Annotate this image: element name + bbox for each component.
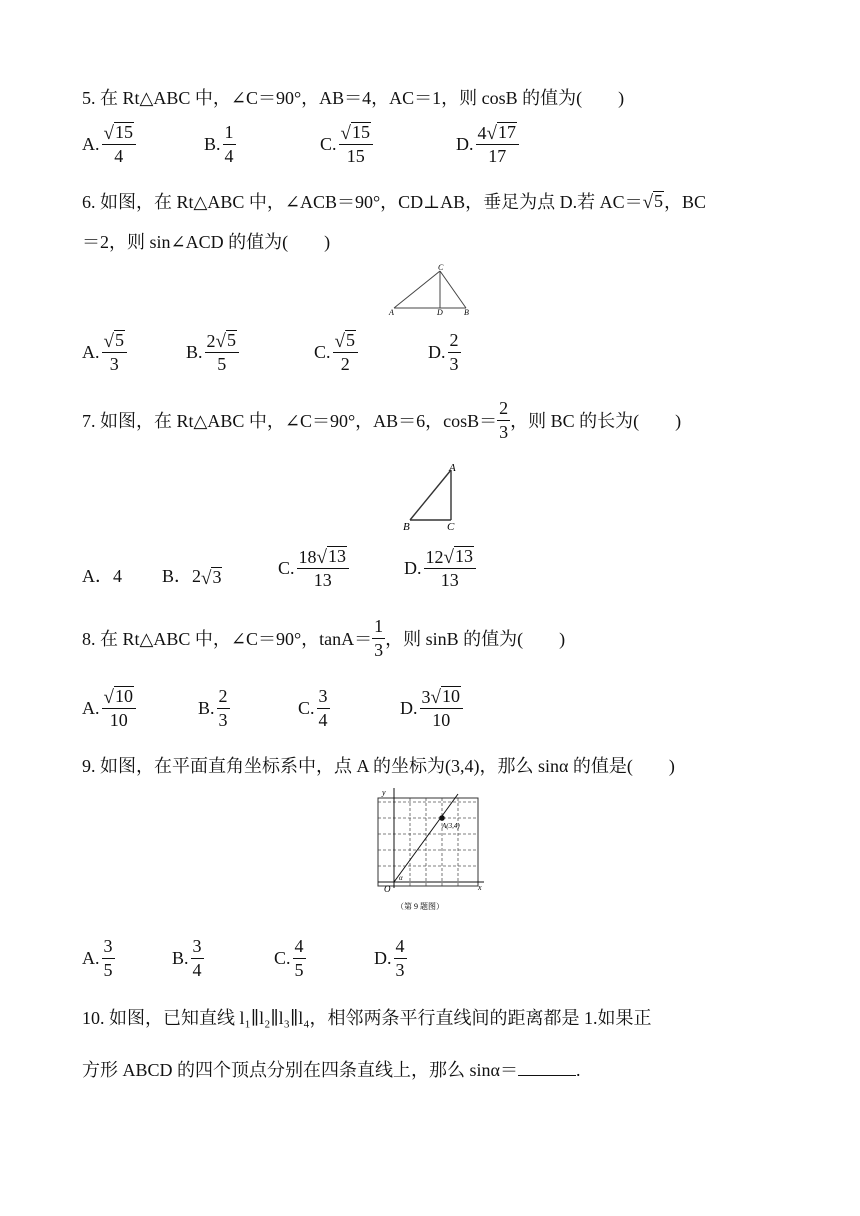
q8-option-a-fraction	[102, 686, 136, 731]
q5-option-b-fraction	[223, 122, 236, 166]
q5-option-c-label: C.	[320, 134, 337, 155]
q5-option-b-label: B.	[204, 133, 221, 154]
q6-option-a-fraction	[102, 330, 127, 375]
q7-option-c[interactable]	[278, 546, 349, 591]
q8-option-c-numerator: 3	[317, 686, 330, 709]
q6-option-a-label: A.	[82, 342, 100, 363]
q8-option-c-denominator: 4	[318, 709, 328, 730]
q9-option-c-label: C.	[274, 947, 291, 968]
q10-line2	[82, 1056, 580, 1082]
q10-line2-end: .	[575, 1060, 581, 1080]
q6-option-b[interactable]	[186, 330, 239, 375]
q8-stem	[82, 616, 565, 660]
q8-option-b[interactable]	[198, 686, 230, 730]
q8-option-a-numerator: √ 10	[102, 686, 136, 709]
q5-option-c-fraction	[339, 122, 373, 167]
q6-triangle-figure	[388, 262, 474, 318]
q5-option-a-numerator: √ 15	[102, 122, 136, 145]
q5-option-c-denominator: 15	[346, 146, 365, 167]
q9-option-b-numerator: 3	[191, 936, 204, 959]
q6-option-c-label: C.	[314, 342, 331, 363]
q9-option-d-fraction	[394, 936, 407, 980]
q6-option-d[interactable]	[428, 330, 461, 374]
q6-option-d-numerator: 2	[448, 330, 461, 353]
q7-option-b[interactable]	[162, 562, 222, 588]
q5-option-d-fraction	[476, 122, 519, 167]
q6-side-bc	[440, 271, 466, 308]
q8-option-c-fraction	[317, 686, 330, 730]
q6-option-d-denominator: 3	[449, 353, 459, 374]
q6-option-d-fraction	[448, 330, 461, 374]
q6-option-c-fraction	[333, 330, 358, 375]
q9-caption: （第 9 题图）	[396, 902, 444, 911]
q9-label-x: x	[478, 883, 482, 892]
q9-option-b-fraction	[191, 936, 204, 980]
q6-label-a: A	[389, 308, 394, 317]
q5-option-b-denominator: 4	[224, 145, 234, 166]
q6-option-c[interactable]	[314, 330, 358, 375]
q7-option-d-fraction	[424, 546, 476, 591]
q7-side-ab	[410, 470, 451, 520]
q10-line2-text: 方形 ABCD 的四个顶点分别在四条直线上，那么 sinα＝	[82, 1060, 518, 1080]
q8-stem-part2: ，则 sinB 的值为( )	[385, 629, 566, 650]
q7-stem	[82, 398, 681, 442]
q5-option-a-fraction	[102, 122, 136, 167]
q5-option-a-denominator: 4	[114, 146, 124, 167]
q5-option-d[interactable]	[456, 122, 519, 167]
q9-label-o: O	[384, 884, 391, 894]
q9-label-point-a: A(3,4)	[442, 822, 460, 830]
q7-option-c-numerator: 18 √ 13	[297, 546, 349, 569]
q8-option-b-denominator: 3	[218, 709, 228, 730]
q9-point-a	[439, 815, 445, 821]
q9-option-d-denominator: 3	[395, 959, 405, 980]
q5-option-a-label: A.	[82, 134, 100, 155]
q6-side-ac	[394, 271, 440, 308]
q5-option-d-denominator: 17	[488, 146, 507, 167]
q8-option-d-fraction	[420, 686, 463, 731]
q8-option-b-fraction	[217, 686, 230, 730]
q9-option-c-denominator: 5	[294, 959, 304, 980]
q7-option-c-fraction	[297, 546, 349, 591]
q7-option-b-sqrt: √ 3	[201, 567, 222, 589]
q5-option-b[interactable]	[204, 122, 236, 166]
q7-option-b-prefix: B．2	[162, 566, 202, 586]
q7-option-d-label: D.	[404, 558, 422, 579]
q6-option-a[interactable]	[82, 330, 127, 375]
q7-option-c-denominator: 13	[313, 570, 332, 591]
q6-label-b: B	[464, 308, 469, 317]
q5-option-c-numerator: √ 15	[339, 122, 373, 145]
q9-option-d-label: D.	[374, 947, 392, 968]
q7-option-d-denominator: 13	[440, 570, 459, 591]
q8-option-c-label: C.	[298, 697, 315, 718]
q7-option-c-label: C.	[278, 558, 295, 579]
q8-option-a-denominator: 10	[109, 710, 128, 731]
q5-option-c[interactable]	[320, 122, 373, 167]
q6-stem-part1: 6. 如图，在 Rt△ABC 中，∠ACB＝90°，CD⊥AB，垂足为点 D.若 AC＝	[82, 192, 643, 212]
q9-option-d-numerator: 4	[394, 936, 407, 959]
q8-stem-fraction: $\frac{1}{3}$	[374, 616, 384, 660]
q7-stem-part1: 7. 如图，在 Rt△ABC 中，∠C＝90°，AB＝6，cosB＝	[82, 411, 498, 432]
q6-stem-line2: ＝2，则 sin∠ACD 的值为( )	[82, 232, 331, 252]
q9-option-d[interactable]	[374, 936, 407, 980]
q10-answer-blank[interactable]	[518, 1059, 576, 1076]
q8-option-a[interactable]	[82, 686, 136, 731]
q9-option-a-numerator: 3	[102, 936, 115, 959]
q9-option-b-label: B.	[172, 947, 189, 968]
q6-option-c-denominator: 2	[340, 354, 350, 375]
q7-label-b: B	[403, 521, 410, 533]
q9-frame	[378, 798, 478, 886]
q8-option-d-label: D.	[400, 698, 418, 719]
q8-option-a-label: A.	[82, 698, 100, 719]
q8-option-d-denominator: 10	[432, 710, 451, 731]
q9-option-c-numerator: 4	[293, 936, 306, 959]
q6-label-c: C	[438, 263, 444, 272]
q7-label-c: C	[447, 521, 455, 533]
q9-label-alpha: α	[399, 874, 403, 882]
q7-option-d-numerator: 12 √ 13	[424, 546, 476, 569]
q8-stem-part1: 8. 在 Rt△ABC 中，∠C＝90°，tanA＝	[82, 629, 373, 650]
q6-option-b-denominator: 5	[217, 354, 227, 375]
q7-triangle-figure	[400, 460, 464, 534]
q6-option-b-numerator: 2 √ 5	[205, 330, 239, 353]
q9-option-a-denominator: 5	[103, 959, 113, 980]
q6-option-c-numerator: √ 5	[333, 330, 358, 353]
q7-stem-fraction: $\frac{2}{3}$	[499, 398, 509, 442]
q6-stem-part2: ，BC	[664, 192, 707, 212]
q5-option-d-label: D.	[456, 134, 474, 155]
q7-stem-part2: ，则 BC 的长为( )	[510, 411, 682, 432]
q8-option-b-numerator: 2	[217, 686, 230, 709]
q6-option-a-numerator: √ 5	[102, 330, 127, 353]
q5-option-a[interactable]	[82, 122, 136, 167]
q7-option-a[interactable]: A．4	[82, 566, 122, 586]
q9-coordinate-figure	[372, 784, 488, 920]
q8-option-d-numerator: 3 √ 10	[420, 686, 463, 709]
q5-stem: 5. 在 Rt△ABC 中，∠C＝90°，AB＝4，AC＝1，则 cosB 的值为( )	[82, 88, 625, 108]
q6-stem-line1	[82, 188, 706, 214]
q8-option-d[interactable]	[400, 686, 463, 731]
q5-option-b-numerator: 1	[223, 122, 236, 145]
q5-option-d-numerator: 4 √ 17	[476, 122, 519, 145]
q6-option-a-denominator: 3	[109, 354, 119, 375]
q8-option-b-label: B.	[198, 697, 215, 718]
q9-option-b[interactable]	[172, 936, 204, 980]
q6-option-b-label: B.	[186, 342, 203, 363]
q7-option-d[interactable]	[404, 546, 476, 591]
q8-option-c[interactable]	[298, 686, 330, 730]
q9-option-b-denominator: 4	[192, 959, 202, 980]
q6-stem-sqrt: √ 5	[642, 191, 664, 213]
q6-option-b-fraction	[205, 330, 239, 375]
q9-option-a-label: A.	[82, 947, 100, 968]
q6-label-d: D	[437, 308, 443, 317]
q9-option-c-fraction	[293, 936, 306, 980]
q9-stem: 9. 如图，在平面直角坐标系中，点 A 的坐标为(3,4)，那么 sinα 的值是( )	[82, 756, 675, 776]
q10-line1: 10. 如图，已知直线 l₁∥l₂∥l₃∥l₄，相邻两条平行直线间的距离都是 1.如果正	[82, 1008, 652, 1028]
q9-option-a[interactable]	[82, 936, 115, 980]
q7-label-a: A	[449, 462, 456, 474]
q9-grid	[378, 798, 478, 886]
q9-label-y: y	[382, 788, 386, 797]
q9-option-c[interactable]	[274, 936, 306, 980]
q6-option-d-label: D.	[428, 341, 446, 362]
q9-option-a-fraction	[102, 936, 115, 980]
